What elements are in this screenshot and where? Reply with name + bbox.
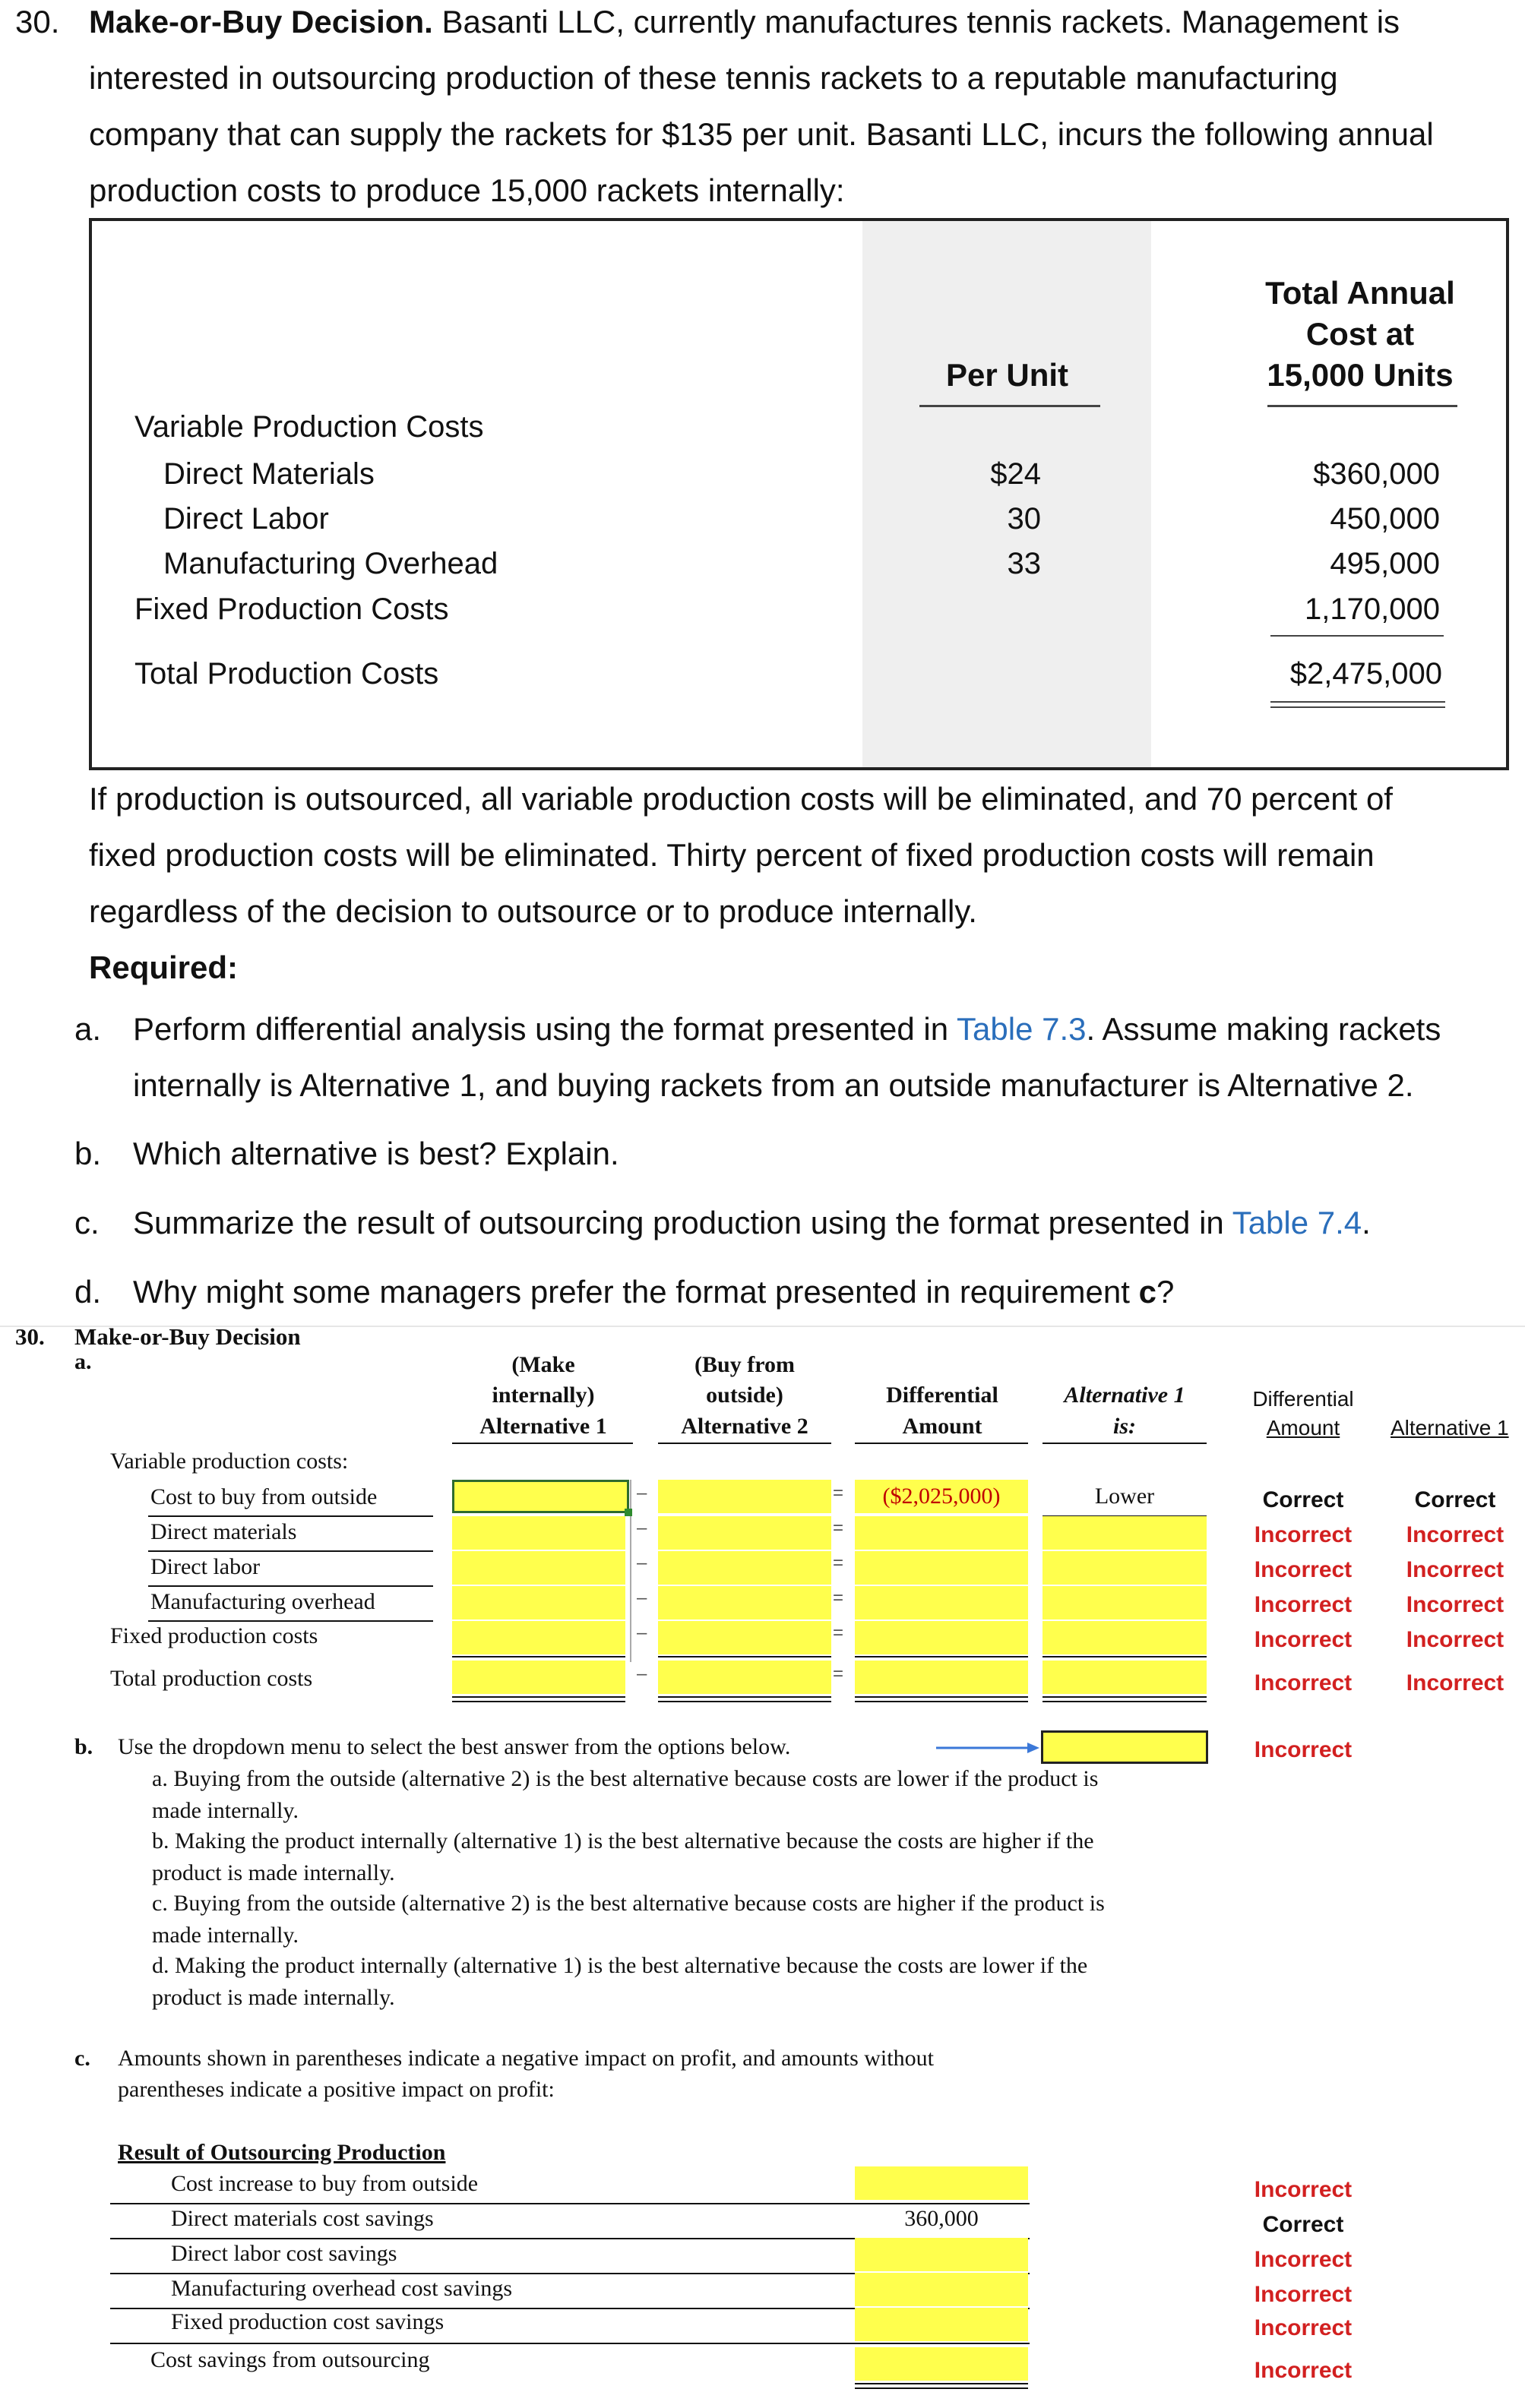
alt-is-select-direct-materials[interactable] xyxy=(1043,1516,1207,1550)
per-unit-header: Per Unit xyxy=(946,357,1069,393)
best-alternative-dropdown[interactable] xyxy=(1041,1730,1208,1764)
problem-first-line xyxy=(89,0,1400,50)
equals-sign: = xyxy=(833,1664,844,1684)
option-d-line-1: d. Making the product internally (alternative 1) is the best alternative because the costs are lower if the xyxy=(152,1953,1088,1978)
row-dm-total: $360,000 xyxy=(1313,457,1440,491)
alt1-total-line-2 xyxy=(452,1701,625,1702)
req-a-line-1 xyxy=(133,1001,1441,1057)
alt-is-select-manufacturing-overhead[interactable] xyxy=(1043,1586,1207,1620)
minus-sign: – xyxy=(637,1588,647,1608)
req-d-post: ? xyxy=(1156,1274,1175,1310)
alt1-subtotal-line xyxy=(452,1656,625,1657)
row-total-total: $2,475,000 xyxy=(1289,657,1442,690)
alt1-input-manufacturing-overhead[interactable] xyxy=(452,1586,625,1620)
req-c-pre: Summarize the result of outsourcing production using the format presented in xyxy=(133,1205,1232,1240)
part-c-note-1: Amounts shown in parentheses indicate a negative impact on profit, and amounts without xyxy=(118,2046,934,2071)
alt-is-header-1: Alternative 1 xyxy=(1064,1383,1185,1408)
diff-input-direct-labor[interactable] xyxy=(855,1551,1028,1585)
option-c-line-2: made internally. xyxy=(152,1923,299,1948)
diff-header-1: Differential xyxy=(886,1383,998,1408)
alt1-header-1: (Make xyxy=(511,1352,575,1377)
req-a-pre: Perform differential analysis using the format presented in xyxy=(133,1011,957,1047)
fb-diff-status: Incorrect xyxy=(1254,1592,1353,1617)
equals-sign: = xyxy=(833,1588,844,1608)
equals-sign: = xyxy=(833,1623,844,1643)
row-fixed-total: 1,170,000 xyxy=(1305,593,1440,626)
fb-result-status: Incorrect xyxy=(1254,2315,1353,2340)
result-label: Cost savings from outsourcing xyxy=(150,2347,430,2372)
fb-alt-status: Correct xyxy=(1414,1487,1496,1512)
after-line-2: fixed production costs will be eliminated. Thirty percent of fixed production costs will remain xyxy=(89,837,1375,873)
fb-diff-status: Incorrect xyxy=(1254,1670,1353,1695)
result-input-mo-savings[interactable] xyxy=(855,2273,1028,2306)
row-underline xyxy=(148,1585,433,1587)
minus-sign: – xyxy=(637,1623,647,1643)
option-c-line-1: c. Buying from the outside (alternative 2) is the best alternative because costs are higher if the product is xyxy=(152,1891,1105,1916)
alt1-total-line-1 xyxy=(452,1696,625,1698)
fb-result-status: Incorrect xyxy=(1254,2282,1353,2307)
diff-total-line-2 xyxy=(855,1701,1028,1702)
part-b-prompt: Use the dropdown menu to select the best answer from the options below. xyxy=(118,1734,791,1759)
equals-sign: = xyxy=(833,1518,844,1538)
row-dl-per-unit: 30 xyxy=(1007,502,1041,536)
variable-costs-label: Variable production costs: xyxy=(110,1449,349,1474)
result-label: Direct labor cost savings xyxy=(171,2241,397,2266)
alt2-header-3: Alternative 2 xyxy=(681,1414,808,1439)
arrow-right-icon xyxy=(935,1740,1041,1756)
alt-is-header-underline xyxy=(1043,1443,1207,1444)
fb-result-status: Correct xyxy=(1262,2212,1344,2237)
option-b-line-1: b. Making the product internally (alternative 1) is the best alternative because the costs are higher if the xyxy=(152,1828,1094,1853)
row-label: Total production costs xyxy=(110,1666,313,1691)
alt1-input-fixed[interactable] xyxy=(452,1621,625,1654)
fb-alt-status: Incorrect xyxy=(1406,1670,1504,1695)
alt1-input-direct-labor[interactable] xyxy=(452,1551,625,1585)
result-input-cost-increase[interactable] xyxy=(855,2166,1028,2200)
alt-is-total-line-1 xyxy=(1043,1696,1207,1698)
total-double-underline-2 xyxy=(1270,706,1445,708)
fixed-total-underline xyxy=(1270,635,1444,637)
alt-is-select-fixed[interactable] xyxy=(1043,1621,1207,1654)
problem-number: 30. xyxy=(15,4,60,40)
diff-header-underline xyxy=(855,1443,1028,1444)
result-row-line xyxy=(110,2203,1030,2204)
row-fixed-label: Fixed Production Costs xyxy=(134,593,449,626)
req-d-bold: c xyxy=(1138,1274,1156,1310)
option-b-line-2: product is made internally. xyxy=(152,1860,395,1885)
minus-sign: – xyxy=(637,1483,647,1503)
alt-is-select-total[interactable] xyxy=(1043,1661,1207,1694)
req-c-post: . xyxy=(1362,1205,1371,1240)
required-label: Required: xyxy=(89,950,239,985)
equals-sign: = xyxy=(833,1553,844,1573)
row-label: Fixed production costs xyxy=(110,1623,318,1648)
alt2-input-cost-to-buy[interactable] xyxy=(658,1480,831,1513)
diff-input-fixed[interactable] xyxy=(855,1621,1028,1654)
diff-subtotal-line xyxy=(855,1656,1028,1657)
total-header-line-1: Total Annual xyxy=(1265,275,1455,311)
fb-part-b-status: Incorrect xyxy=(1254,1737,1353,1762)
result-label: Direct materials cost savings xyxy=(171,2206,434,2231)
intro-line-1: Basanti LLC, currently manufactures tennis rackets. Management is xyxy=(441,4,1400,40)
alt1-input-direct-materials[interactable] xyxy=(452,1516,625,1550)
fb-diff-status: Correct xyxy=(1262,1487,1344,1512)
diff-input-total[interactable] xyxy=(855,1661,1028,1694)
fb-diff-status: Incorrect xyxy=(1254,1627,1353,1652)
alt-is-subtotal-line xyxy=(1043,1656,1207,1657)
alt2-header-2: outside) xyxy=(706,1383,783,1408)
fb-alt-status: Incorrect xyxy=(1406,1592,1504,1617)
row-underline xyxy=(148,1620,433,1622)
fb-col1-header-1: Differential xyxy=(1252,1387,1354,1411)
total-header-line-2: Cost at xyxy=(1305,316,1415,352)
problem-title: Make-or-Buy Decision. xyxy=(89,4,433,40)
result-label: Fixed production cost savings xyxy=(171,2309,445,2334)
ws-b-letter: b. xyxy=(74,1734,93,1759)
result-label: Manufacturing overhead cost savings xyxy=(171,2276,513,2301)
req-c-line xyxy=(133,1195,1371,1251)
alt2-input-total[interactable] xyxy=(658,1661,831,1694)
fb-alt-status: Incorrect xyxy=(1406,1522,1504,1547)
alt2-total-line-1 xyxy=(658,1696,831,1698)
row-variable-label: Variable Production Costs xyxy=(134,410,484,444)
part-c-note-2: parentheses indicate a positive impact on profit: xyxy=(118,2077,555,2102)
req-d-letter: d. xyxy=(74,1274,102,1310)
result-total-line-1 xyxy=(855,2383,1028,2384)
alt2-input-direct-labor[interactable] xyxy=(658,1551,831,1585)
alt1-right-border xyxy=(630,1480,631,1662)
alt2-header-underline xyxy=(658,1443,831,1444)
fb-alt-status: Incorrect xyxy=(1406,1627,1504,1652)
per-unit-column-shade xyxy=(862,221,1151,767)
alt-is-value[interactable]: Lower xyxy=(1094,1484,1155,1509)
result-value-dm-savings[interactable]: 360,000 xyxy=(904,2206,979,2231)
alt2-input-fixed[interactable] xyxy=(658,1621,831,1654)
req-a-line-2: internally is Alternative 1, and buying rackets from an outside manufacturer is Alternative 2. xyxy=(133,1067,1414,1103)
alt-is-header-2: is: xyxy=(1113,1414,1136,1439)
req-b-letter: b. xyxy=(74,1136,102,1171)
row-label: Cost to buy from outside xyxy=(150,1484,378,1509)
alt2-input-manufacturing-overhead[interactable] xyxy=(658,1586,831,1620)
row-mo-per-unit: 33 xyxy=(1007,547,1041,580)
alt1-input-total[interactable] xyxy=(452,1661,625,1694)
req-d-line xyxy=(133,1264,1174,1320)
fb-diff-status: Incorrect xyxy=(1254,1522,1353,1547)
alt-is-total-line-2 xyxy=(1043,1701,1207,1702)
total-header-underline xyxy=(1267,405,1457,407)
result-input-total-savings[interactable] xyxy=(855,2347,1028,2381)
req-c-letter: c. xyxy=(74,1205,100,1240)
row-mo-label: Manufacturing Overhead xyxy=(163,547,498,580)
per-unit-header-underline xyxy=(919,405,1100,407)
result-total-line-2 xyxy=(855,2387,1028,2389)
row-dl-label: Direct Labor xyxy=(163,502,329,536)
diff-header-2: Amount xyxy=(902,1414,982,1439)
option-a-line-2: made internally. xyxy=(152,1798,299,1823)
row-underline xyxy=(148,1550,433,1552)
minus-sign: – xyxy=(637,1553,647,1573)
result-heading: Result of Outsourcing Production xyxy=(118,2140,446,2165)
ws-title: Make-or-Buy Decision xyxy=(74,1323,301,1350)
alt1-header-underline xyxy=(452,1443,633,1444)
row-underline xyxy=(148,1515,433,1517)
alt1-header-2: internally) xyxy=(492,1383,595,1408)
cell-fill-handle[interactable] xyxy=(625,1509,632,1516)
req-b-text: Which alternative is best? Explain. xyxy=(133,1136,619,1171)
fb-alt-status: Incorrect xyxy=(1406,1557,1504,1582)
alt-is-select-direct-labor[interactable] xyxy=(1043,1551,1207,1585)
intro-line-3: company that can supply the rackets for $135 per unit. Basanti LLC, incurs the following annual xyxy=(89,116,1434,152)
row-dl-total: 450,000 xyxy=(1330,502,1440,536)
req-a-post: . Assume making rackets xyxy=(1086,1011,1441,1047)
result-row-line xyxy=(110,2343,1030,2344)
table-7-4-link[interactable]: Table 7.4 xyxy=(1232,1205,1362,1240)
minus-sign: – xyxy=(637,1518,647,1538)
diff-input-manufacturing-overhead[interactable] xyxy=(855,1586,1028,1620)
row-label: Direct materials xyxy=(150,1519,297,1544)
fb-result-status: Incorrect xyxy=(1254,2358,1353,2383)
option-a-line-1: a. Buying from the outside (alternative 2) is the best alternative because costs are lower if the product is xyxy=(152,1766,1099,1791)
req-a-letter: a. xyxy=(74,1011,102,1047)
fb-col2-header: Alternative 1 xyxy=(1391,1416,1509,1439)
after-line-3: regardless of the decision to outsource or to produce internally. xyxy=(89,893,977,929)
after-line-1: If production is outsourced, all variable production costs will be eliminated, and 70 percent of xyxy=(89,781,1393,817)
result-label: Cost increase to buy from outside xyxy=(171,2171,479,2196)
table-7-3-link[interactable]: Table 7.3 xyxy=(957,1011,1087,1047)
row-dm-label: Direct Materials xyxy=(163,457,375,491)
diff-input-direct-materials[interactable] xyxy=(855,1516,1028,1550)
row-total-label: Total Production Costs xyxy=(134,657,439,690)
fb-result-status: Incorrect xyxy=(1254,2247,1353,2272)
option-d-line-2: product is made internally. xyxy=(152,1985,395,2010)
total-double-underline-1 xyxy=(1270,701,1445,703)
minus-sign: – xyxy=(637,1664,647,1684)
row-label: Manufacturing overhead xyxy=(150,1589,375,1614)
fb-result-status: Incorrect xyxy=(1254,2177,1353,2202)
row-label: Direct labor xyxy=(150,1554,261,1579)
fb-diff-status: Incorrect xyxy=(1254,1557,1353,1582)
total-header-line-3: 15,000 Units xyxy=(1267,357,1454,393)
diff-value: ($2,025,000) xyxy=(882,1484,1001,1509)
alt2-total-line-2 xyxy=(658,1701,831,1702)
ws-number: 30. xyxy=(15,1323,45,1350)
ws-a-letter: a. xyxy=(74,1349,92,1374)
alt1-input-cost-to-buy[interactable] xyxy=(452,1480,629,1513)
intro-line-4: production costs to produce 15,000 rackets internally: xyxy=(89,172,845,208)
alt2-input-direct-materials[interactable] xyxy=(658,1516,831,1550)
fb-col1-header-2: Amount xyxy=(1266,1416,1340,1439)
result-input-fixed-savings[interactable] xyxy=(855,2308,1028,2341)
result-input-dl-savings[interactable] xyxy=(855,2238,1028,2271)
alt2-header-1: (Buy from xyxy=(694,1352,795,1377)
req-d-pre: Why might some managers prefer the format presented in requirement xyxy=(133,1274,1139,1310)
alt2-subtotal-line xyxy=(658,1656,831,1657)
equals-sign: = xyxy=(833,1483,844,1503)
diff-total-line-1 xyxy=(855,1696,1028,1698)
intro-line-2: interested in outsourcing production of these tennis rackets to a reputable manufacturing xyxy=(89,60,1338,96)
alt1-header-3: Alternative 1 xyxy=(479,1414,607,1439)
row-mo-total: 495,000 xyxy=(1330,547,1440,580)
row-dm-per-unit: $24 xyxy=(990,457,1041,491)
ws-c-letter: c. xyxy=(74,2046,90,2071)
